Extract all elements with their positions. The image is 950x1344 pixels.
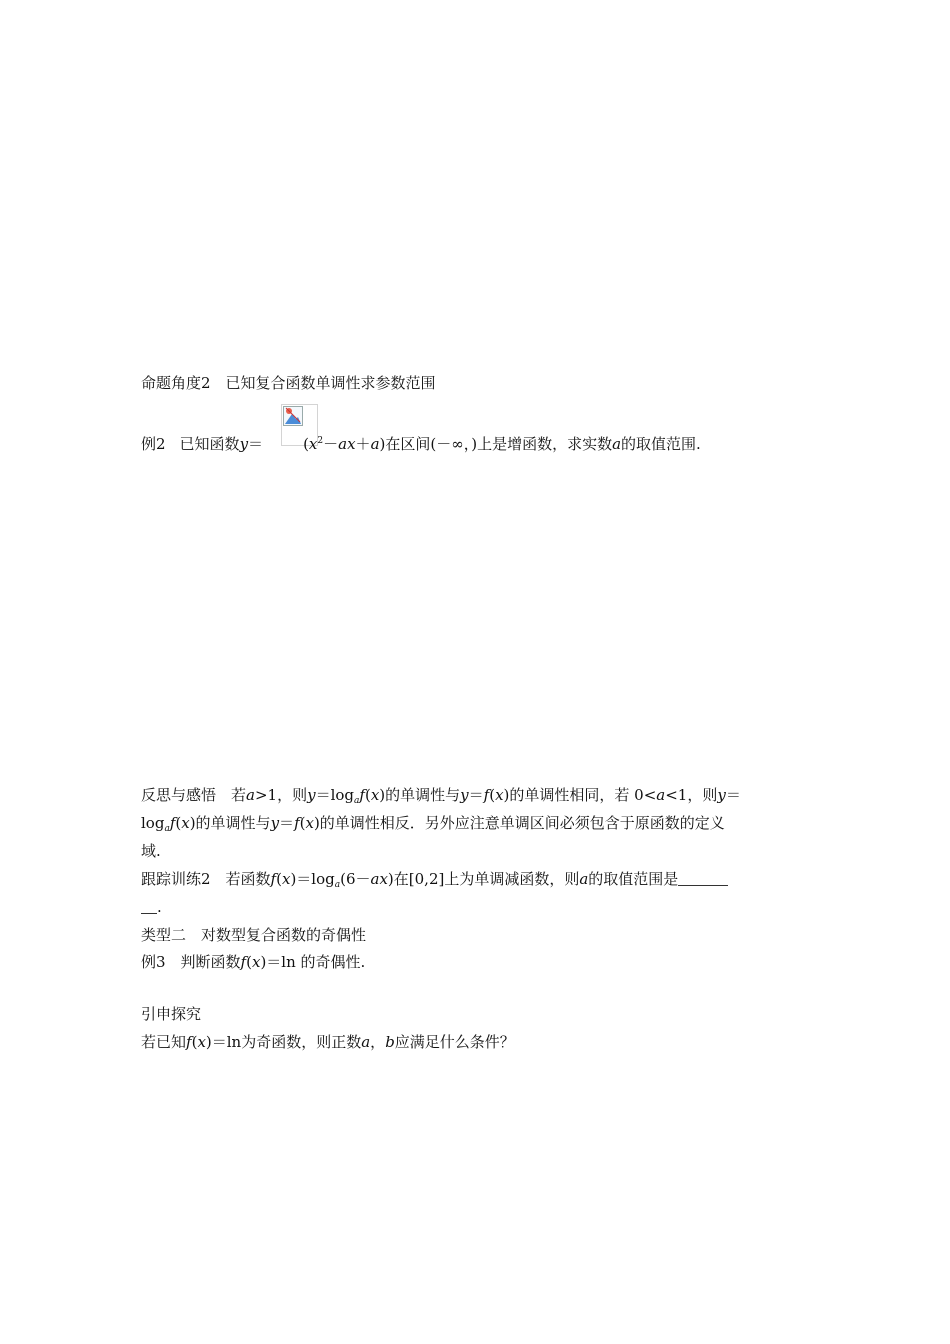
example-3: 例3 判断函数f(x)＝ln 的奇偶性. <box>141 953 366 971</box>
example-2: 例2 已知函数$y= (x^2-ax+a)$在区间(－∞，)上是增函数，求实数a的取值范围. <box>141 435 701 453</box>
training-2: 跟踪训练2 若函数$f(x)=\log_a(6-ax)$在[0,2]上为单调减函数，则a的取值范围是 <box>141 869 728 895</box>
extend-heading: 引申探究 <box>141 1005 202 1023</box>
training-2-blank-end: . <box>141 897 162 917</box>
subsection-heading: 命题角度2 已知复合函数单调性求参数范围 <box>141 374 436 392</box>
answer-blank-continued <box>141 900 157 914</box>
answer-blank <box>678 872 728 886</box>
reflection-line-1: 反思与感悟 若a>1，则$y=\log_af(x)$的单调性与y＝f(x)的单调性相同，若 0<a<1，则y＝ <box>141 786 741 806</box>
reflection-line-2: $\log_af(x)$的单调性与y＝f(x)的单调性相反．另外应注意单调区间必须包含于原函数的定义 <box>141 814 725 834</box>
reflection-line-3: 域. <box>141 842 161 860</box>
extend-question: 若已知f(x)＝ln为奇函数，则正数a，b应满足什么条件？ <box>141 1033 515 1051</box>
type-2-heading: 类型二 对数型复合函数的奇偶性 <box>141 926 367 944</box>
